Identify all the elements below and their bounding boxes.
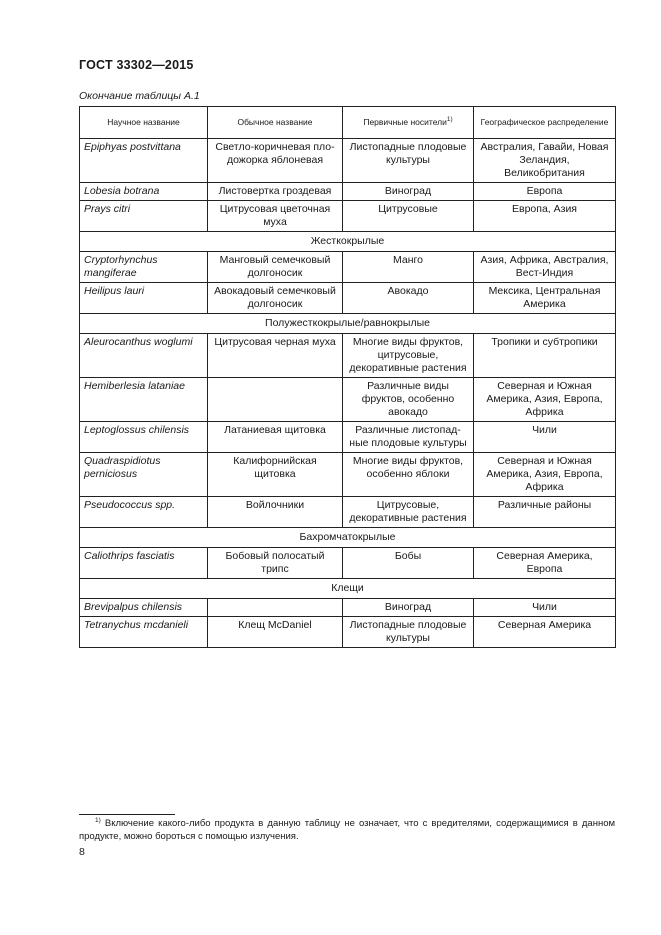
cell-common-name: Бобовый полосатый трипс	[208, 548, 343, 579]
cell-scientific-name: Tetranychus mcdanieli	[80, 617, 208, 648]
cell-primary-hosts: Виноград	[343, 183, 474, 201]
cell-common-name: Светло-коричневая пло-дожорка яблоневая	[208, 139, 343, 183]
cell-geographic-distribution: Северная и Южная Америка, Азия, Европа, Африка	[474, 378, 616, 422]
col-header-common: Обычное название	[208, 107, 343, 139]
cell-primary-hosts: Виноград	[343, 599, 474, 617]
cell-primary-hosts: Листопадные плодовые культуры	[343, 617, 474, 648]
cell-geographic-distribution: Чили	[474, 599, 616, 617]
cell-scientific-name: Leptoglossus chilensis	[80, 422, 208, 453]
cell-scientific-name: Heilipus lauri	[80, 283, 208, 314]
table-caption: Окончание таблицы А.1	[79, 90, 200, 102]
cell-primary-hosts: Бобы	[343, 548, 474, 579]
cell-scientific-name: Epiphyas postvittana	[80, 139, 208, 183]
group-header-row	[80, 314, 616, 334]
cell-common-name: Латаниевая щитовка	[208, 422, 343, 453]
page-number: 8	[79, 846, 85, 858]
table-row	[80, 453, 616, 497]
footnote-text: Включение какого-либо продукта в данную таблицу не означает, что с вредителями, содержащимися в данном продукте, можно бороться с помощью излучения.	[79, 818, 616, 842]
cell-common-name: Цитрусовая черная муха	[208, 334, 343, 378]
cell-common-name: Калифорнийская щитовка	[208, 453, 343, 497]
cell-primary-hosts: Листопадные плодовые культуры	[343, 139, 474, 183]
table-row	[80, 139, 616, 183]
col-header-scientific: Научное название	[80, 107, 208, 139]
col-header-hosts	[343, 107, 474, 139]
cell-scientific-name: Hemiberlesia lataniae	[80, 378, 208, 422]
cell-geographic-distribution: Северная Америка, Европа	[474, 548, 616, 579]
group-title: Клещи	[80, 579, 616, 599]
cell-primary-hosts: Многие виды фруктов, особенно яблоки	[343, 453, 474, 497]
cell-scientific-name: Cryptorhynchus mangiferae	[80, 252, 208, 283]
cell-common-name: Цитрусовая цветочная муха	[208, 201, 343, 232]
table-row	[80, 283, 616, 314]
cell-geographic-distribution: Австралия, Гавайи, Новая Зеландия, Великобритания	[474, 139, 616, 183]
footnote-mark: 1)	[95, 816, 101, 824]
cell-common-name: Клещ McDaniel	[208, 617, 343, 648]
cell-geographic-distribution: Различные районы	[474, 497, 616, 528]
cell-geographic-distribution: Северная Америка	[474, 617, 616, 648]
cell-scientific-name: Pseudococcus spp.	[80, 497, 208, 528]
cell-primary-hosts: Цитрусовые, декоративные растения	[343, 497, 474, 528]
cell-common-name	[208, 599, 343, 617]
pest-table	[79, 106, 616, 648]
cell-common-name: Манговый семечковый долгоносик	[208, 252, 343, 283]
table-row	[80, 183, 616, 201]
cell-scientific-name: Prays citri	[80, 201, 208, 232]
cell-primary-hosts: Многие виды фруктов, цитрусовые, декоративные растения	[343, 334, 474, 378]
footnote-ref: 1)	[446, 116, 453, 124]
cell-common-name: Авокадовый семечковый долгоносик	[208, 283, 343, 314]
cell-geographic-distribution: Европа	[474, 183, 616, 201]
cell-scientific-name: Caliothrips fasciatis	[80, 548, 208, 579]
cell-geographic-distribution: Мексика, Центральная Америка	[474, 283, 616, 314]
table-row	[80, 252, 616, 283]
table-body	[80, 139, 616, 648]
group-header-row	[80, 232, 616, 252]
table-row	[80, 334, 616, 378]
cell-scientific-name: Aleurocanthus woglumi	[80, 334, 208, 378]
cell-common-name	[208, 378, 343, 422]
table-row	[80, 497, 616, 528]
group-title: Жесткокрылые	[80, 232, 616, 252]
group-header-row	[80, 579, 616, 599]
cell-primary-hosts: Различные листопад-ные плодовые культуры	[343, 422, 474, 453]
cell-geographic-distribution: Чили	[474, 422, 616, 453]
cell-geographic-distribution: Азия, Африка, Австралия, Вест-Индия	[474, 252, 616, 283]
group-title: Бахромчатокрылые	[80, 528, 616, 548]
standard-title: ГОСТ 33302—2015	[79, 58, 194, 72]
cell-primary-hosts: Различные виды фруктов, особенно авокадо	[343, 378, 474, 422]
footnote	[79, 818, 615, 843]
cell-geographic-distribution: Европа, Азия	[474, 201, 616, 232]
table-row	[80, 201, 616, 232]
cell-geographic-distribution: Тропики и субтропики	[474, 334, 616, 378]
table-row	[80, 378, 616, 422]
table-header-row	[80, 107, 616, 139]
cell-geographic-distribution: Северная и Южная Америка, Азия, Европа, Африка	[474, 453, 616, 497]
table-row	[80, 422, 616, 453]
col-header-hosts-label: Первичные носители	[363, 117, 447, 127]
group-header-row	[80, 528, 616, 548]
col-header-geo: Географическое распределение	[474, 107, 616, 139]
cell-scientific-name: Brevipalpus chilensis	[80, 599, 208, 617]
cell-scientific-name: Quadraspidiotus perniciosus	[80, 453, 208, 497]
footnote-divider	[79, 814, 175, 815]
table-row	[80, 548, 616, 579]
table-row	[80, 599, 616, 617]
cell-scientific-name: Lobesia botrana	[80, 183, 208, 201]
cell-common-name: Листовертка гроздевая	[208, 183, 343, 201]
cell-common-name: Войлочники	[208, 497, 343, 528]
group-title: Полужесткокрылые/равнокрылые	[80, 314, 616, 334]
cell-primary-hosts: Цитрусовые	[343, 201, 474, 232]
cell-primary-hosts: Авокадо	[343, 283, 474, 314]
cell-primary-hosts: Манго	[343, 252, 474, 283]
table-row	[80, 617, 616, 648]
